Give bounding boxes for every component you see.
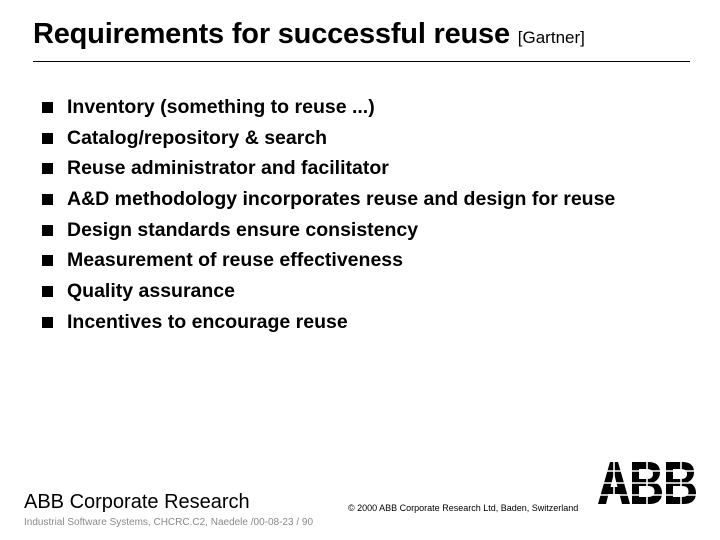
bullet-text: Inventory (something to reuse ...) — [67, 95, 375, 118]
bullet-text: Reuse administrator and facilitator — [67, 157, 389, 180]
square-bullet-icon — [42, 133, 53, 144]
bullet-list — [42, 92, 615, 338]
bullet-text: Quality assurance — [67, 279, 235, 302]
bullet-text: Incentives to encourage reuse — [67, 310, 348, 333]
square-bullet-icon — [42, 255, 53, 266]
bullet-item — [42, 276, 615, 307]
square-bullet-icon — [42, 286, 53, 297]
slide-title — [33, 18, 585, 51]
bullet-item — [42, 92, 615, 123]
square-bullet-icon — [42, 102, 53, 113]
bullet-text: Catalog/repository & search — [67, 126, 328, 149]
bullet-text: Design standards ensure consistency — [67, 218, 419, 241]
bullet-item — [42, 184, 615, 215]
bullet-item — [42, 153, 615, 184]
bullet-text: A&D methodology incorporates reuse and design for reuse — [67, 187, 616, 210]
bullet-text: Measurement of reuse effectiveness — [67, 249, 403, 272]
bullet-item — [42, 245, 615, 276]
square-bullet-icon — [42, 317, 53, 328]
slide-title-source: [Gartner] — [517, 28, 585, 47]
bullet-item — [42, 123, 615, 154]
square-bullet-icon — [42, 194, 53, 205]
bullet-item — [42, 307, 615, 338]
footer-organization: ABB Corporate Research — [24, 491, 250, 513]
slide-title-text: Requirements for successful reuse — [33, 18, 510, 50]
abb-logo-icon — [596, 460, 700, 506]
title-divider — [33, 61, 690, 62]
footer-copyright: © 2000 ABB Corporate Research Ltd, Baden, Switzerland — [348, 503, 579, 513]
footer-subline: Industrial Software Systems, CHCRC.C2, Naedele /00-08-23 / 90 — [24, 517, 314, 528]
square-bullet-icon — [42, 163, 53, 174]
bullet-item — [42, 215, 615, 246]
square-bullet-icon — [42, 225, 53, 236]
